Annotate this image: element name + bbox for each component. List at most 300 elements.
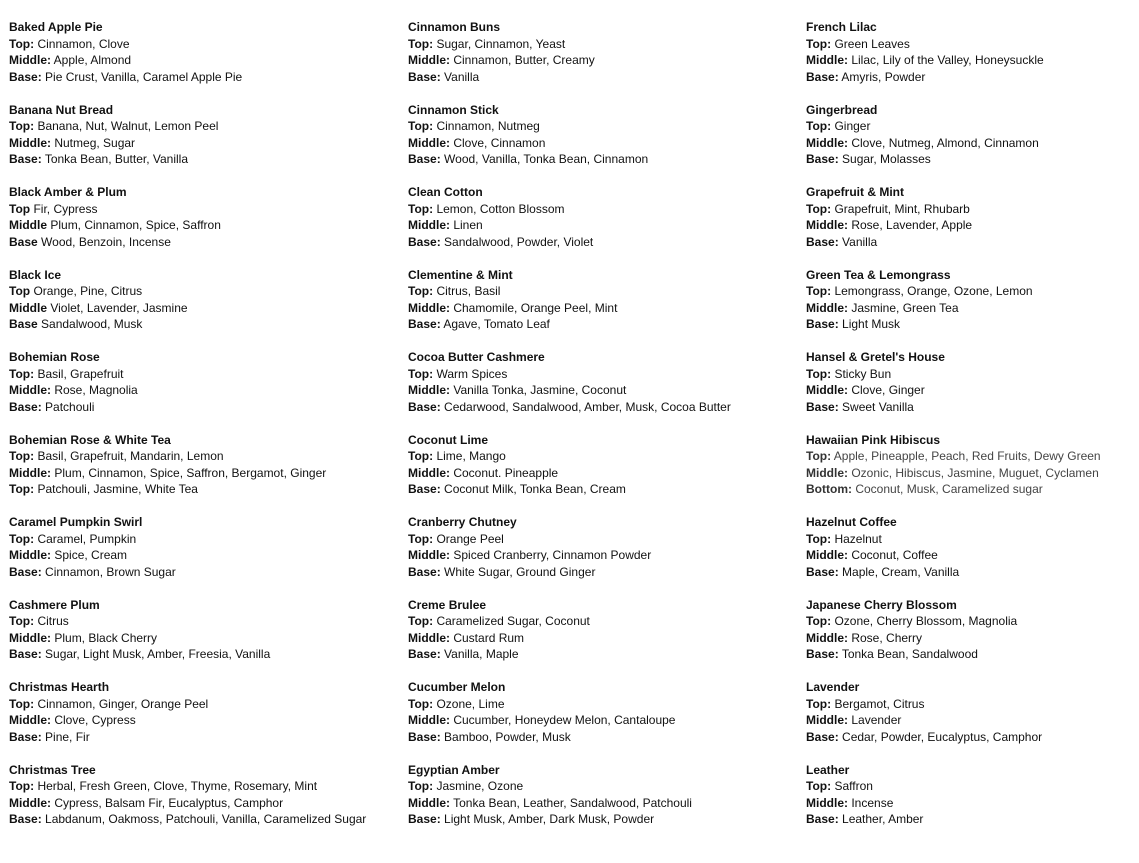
note-value: Bergamot, Citrus xyxy=(834,696,925,711)
note-value: Cedarwood, Sandalwood, Amber, Musk, Cocoa Butter xyxy=(444,399,731,414)
note-value: Rose, Magnolia xyxy=(54,383,138,397)
scent-entry xyxy=(9,679,369,745)
note-line xyxy=(806,778,1136,795)
scent-entry xyxy=(408,679,788,745)
scent-entry xyxy=(9,102,369,168)
note-line xyxy=(408,729,788,746)
scent-name: Cashmere Plum xyxy=(9,597,100,612)
note-value: Vanilla, Maple xyxy=(444,647,519,661)
note-line xyxy=(9,366,369,383)
note-line xyxy=(806,795,1136,812)
note-value: Pie Crust, Vanilla, Caramel Apple Pie xyxy=(45,69,243,84)
note-label: Middle: xyxy=(806,53,848,67)
note-value: Jasmine, Ozone xyxy=(436,779,524,793)
note-line xyxy=(408,69,788,86)
note-line xyxy=(408,613,788,630)
note-value: Ozone, Cherry Blossom, Magnolia xyxy=(834,614,1018,628)
note-label: Top: xyxy=(9,531,35,546)
note-value: Plum, Cinnamon, Spice, Saffron, Bergamot, Ginger xyxy=(54,465,327,480)
note-label: Base: xyxy=(806,564,839,579)
note-value: Sandalwood, Musk xyxy=(41,317,143,331)
note-value: Sweet Vanilla xyxy=(842,399,914,414)
note-value: Lemon, Cotton Blossom xyxy=(436,201,565,216)
scent-entry xyxy=(408,102,788,168)
note-line xyxy=(408,712,788,729)
note-label: Top: xyxy=(408,366,434,381)
note-value: Patchouli, Jasmine, White Tea xyxy=(37,482,198,496)
note-label: Base: xyxy=(408,482,441,496)
note-label: Middle: xyxy=(9,383,51,397)
note-value: Linen xyxy=(453,218,483,232)
note-label: Base: xyxy=(9,69,42,84)
note-label: Middle: xyxy=(806,383,848,397)
note-value: Maple, Cream, Vanilla xyxy=(842,564,960,579)
note-label: Middle: xyxy=(408,135,450,150)
note-line xyxy=(408,135,788,152)
note-label: Base xyxy=(9,234,38,249)
note-label: Middle: xyxy=(408,630,450,645)
note-label: Top: xyxy=(806,779,832,793)
note-line xyxy=(9,465,369,482)
note-line xyxy=(9,69,369,86)
note-value: Apple, Almond xyxy=(53,53,132,67)
note-line xyxy=(9,52,369,69)
note-label: Base: xyxy=(9,152,42,166)
note-label: Middle: xyxy=(806,300,848,315)
note-line xyxy=(806,52,1136,69)
note-value: Rose, Lavender, Apple xyxy=(851,218,973,232)
note-line xyxy=(9,234,369,251)
scent-entry xyxy=(806,19,1136,85)
note-label: Middle: xyxy=(806,713,848,727)
note-label: Base: xyxy=(408,647,441,661)
note-line xyxy=(9,151,369,168)
note-line xyxy=(408,547,788,564)
note-value: Vanilla xyxy=(444,69,480,84)
note-line xyxy=(9,613,369,630)
note-label: Top: xyxy=(806,449,832,463)
note-value: Leather, Amber xyxy=(842,812,924,826)
note-line xyxy=(806,646,1136,663)
scent-name: Black Amber & Plum xyxy=(9,185,127,199)
note-line xyxy=(9,382,369,399)
note-label: Top: xyxy=(806,201,832,216)
scent-name: Gingerbread xyxy=(806,102,878,117)
note-value: Coconut Milk, Tonka Bean, Cream xyxy=(444,482,626,496)
note-line xyxy=(408,448,788,465)
scent-entry xyxy=(408,514,788,580)
note-value: Clove, Cinnamon xyxy=(453,135,546,150)
note-label: Base: xyxy=(806,647,839,661)
scent-name: Egyptian Amber xyxy=(408,762,500,777)
note-line xyxy=(806,613,1136,630)
note-value: Banana, Nut, Walnut, Lemon Peel xyxy=(37,119,219,133)
note-value: Sugar, Molasses xyxy=(842,152,931,166)
scent-entry xyxy=(408,762,788,828)
note-line xyxy=(806,283,1136,300)
scent-entry xyxy=(408,432,788,498)
note-line xyxy=(9,300,369,317)
scent-entry xyxy=(806,597,1136,663)
note-label: Top: xyxy=(408,696,434,711)
note-label: Top: xyxy=(9,779,35,793)
note-line xyxy=(806,547,1136,564)
scent-entry xyxy=(9,597,369,663)
note-label: Middle: xyxy=(408,713,450,727)
note-line xyxy=(408,366,788,383)
note-label: Base: xyxy=(9,564,42,579)
scent-entry xyxy=(9,267,369,333)
scent-name: Bohemian Rose & White Tea xyxy=(9,432,171,447)
scent-name: Hansel & Gretel's House xyxy=(806,350,945,364)
note-line xyxy=(9,778,369,795)
note-value: Spice, Cream xyxy=(54,548,128,562)
scent-name: Hawaiian Pink Hibiscus xyxy=(806,432,941,447)
note-value: Violet, Lavender, Jasmine xyxy=(50,300,188,315)
note-line xyxy=(806,630,1136,647)
note-label: Top: xyxy=(9,366,35,381)
note-value: Sugar, Cinnamon, Yeast xyxy=(436,36,566,51)
note-label: Middle: xyxy=(408,218,450,232)
note-label: Base: xyxy=(408,564,441,579)
note-label: Middle xyxy=(9,218,47,232)
note-value: Coconut, Musk, Caramelized sugar xyxy=(855,482,1043,496)
scent-entry xyxy=(806,184,1136,250)
scent-name: Hazelnut Coffee xyxy=(806,515,897,529)
scent-name: Cinnamon Stick xyxy=(408,102,499,117)
note-value: Apple, Pineapple, Peach, Red Fruits, Dewy Green xyxy=(833,449,1101,463)
note-label: Top: xyxy=(408,449,434,463)
scent-name: Banana Nut Bread xyxy=(9,102,114,117)
note-line xyxy=(806,234,1136,251)
note-label: Bottom: xyxy=(806,482,852,496)
scent-entry xyxy=(408,184,788,250)
note-line xyxy=(408,283,788,300)
note-line xyxy=(408,564,788,581)
note-value: Citrus, Basil xyxy=(436,284,501,298)
note-value: Coconut. Pineapple xyxy=(453,465,559,480)
note-line xyxy=(806,217,1136,234)
note-line xyxy=(806,382,1136,399)
note-label: Middle: xyxy=(408,383,450,397)
scent-entry xyxy=(9,184,369,250)
scent-name: Cocoa Butter Cashmere xyxy=(408,350,545,364)
note-value: Orange, Pine, Citrus xyxy=(33,284,143,298)
scent-entry xyxy=(806,267,1136,333)
note-line xyxy=(9,646,369,663)
note-label: Top: xyxy=(9,482,35,496)
note-label: Top: xyxy=(408,531,434,546)
note-value: Rose, Cherry xyxy=(851,630,923,645)
note-line xyxy=(9,712,369,729)
note-line xyxy=(408,795,788,812)
note-value: Caramel, Pumpkin xyxy=(37,531,137,546)
note-line xyxy=(9,531,369,548)
scent-name: French Lilac xyxy=(806,20,877,34)
note-label: Middle: xyxy=(806,465,848,480)
note-value: Cypress, Balsam Fir, Eucalyptus, Camphor xyxy=(54,795,284,810)
note-label: Base: xyxy=(408,729,441,744)
note-line xyxy=(408,531,788,548)
scent-name: Christmas Tree xyxy=(9,762,96,777)
note-label: Middle: xyxy=(9,713,51,727)
note-label: Middle: xyxy=(408,548,450,562)
note-line xyxy=(408,118,788,135)
scent-name: Cranberry Chutney xyxy=(408,515,517,529)
note-line xyxy=(408,465,788,482)
note-value: Pine, Fir xyxy=(45,729,90,744)
note-label: Base: xyxy=(9,647,42,661)
scent-entry xyxy=(806,514,1136,580)
note-value: Jasmine, Green Tea xyxy=(851,300,959,315)
note-value: Ozone, Lime xyxy=(436,696,505,711)
note-value: Amyris, Powder xyxy=(841,69,926,84)
scent-entry xyxy=(9,514,369,580)
note-value: White Sugar, Ground Ginger xyxy=(444,564,596,579)
note-label: Top: xyxy=(9,696,35,711)
note-line xyxy=(408,630,788,647)
note-value: Incense xyxy=(851,795,894,810)
note-line xyxy=(806,135,1136,152)
scent-entry xyxy=(806,679,1136,745)
scent-name: Coconut Lime xyxy=(408,432,488,447)
note-label: Middle: xyxy=(9,465,51,480)
note-line xyxy=(9,399,369,416)
note-label: Top: xyxy=(9,614,35,628)
note-label: Base: xyxy=(9,812,42,826)
note-label: Top: xyxy=(806,36,832,51)
note-value: Cucumber, Honeydew Melon, Cantaloupe xyxy=(453,713,676,727)
note-label: Top: xyxy=(806,119,832,133)
note-label: Middle: xyxy=(408,465,450,480)
note-value: Citrus xyxy=(37,614,69,628)
note-label: Top: xyxy=(806,614,832,628)
note-label: Middle: xyxy=(9,630,51,645)
note-value: Bamboo, Powder, Musk xyxy=(444,729,571,744)
note-value: Clove, Cypress xyxy=(54,713,136,727)
note-line xyxy=(408,399,788,416)
note-label: Middle: xyxy=(9,53,51,67)
note-label: Middle: xyxy=(806,218,848,232)
note-value: Tonka Bean, Butter, Vanilla xyxy=(44,152,189,166)
note-line xyxy=(408,201,788,218)
note-line xyxy=(806,201,1136,218)
note-label: Base: xyxy=(9,399,42,414)
note-label: Base: xyxy=(806,234,839,249)
note-value: Wood, Benzoin, Incense xyxy=(41,234,171,249)
note-label: Base: xyxy=(806,317,839,331)
note-value: Caramelized Sugar, Coconut xyxy=(436,614,590,628)
note-line xyxy=(806,118,1136,135)
scent-entry xyxy=(9,19,369,85)
note-value: Lavender xyxy=(851,713,902,727)
note-value: Lemongrass, Orange, Ozone, Lemon xyxy=(834,284,1033,298)
scent-name: Leather xyxy=(806,762,850,777)
scent-entry xyxy=(806,349,1136,415)
note-line xyxy=(806,36,1136,53)
note-label: Top: xyxy=(408,284,434,298)
scent-column-1 xyxy=(9,19,369,844)
scent-name: Cinnamon Buns xyxy=(408,20,500,34)
note-label: Middle: xyxy=(806,548,848,562)
scent-name: Cucumber Melon xyxy=(408,680,506,694)
scent-entry xyxy=(408,349,788,415)
note-label: Top: xyxy=(408,614,434,628)
note-line xyxy=(408,151,788,168)
note-value: Vanilla xyxy=(842,234,878,249)
note-label: Top xyxy=(9,284,31,298)
note-label: Middle: xyxy=(408,300,450,315)
scent-entry xyxy=(806,102,1136,168)
note-line xyxy=(408,300,788,317)
note-label: Base: xyxy=(408,317,441,331)
scent-column-2 xyxy=(408,19,788,844)
scent-column-3 xyxy=(806,19,1136,844)
note-value: Basil, Grapefruit xyxy=(37,366,124,381)
note-value: Warm Spices xyxy=(436,366,508,381)
scent-entry xyxy=(806,432,1136,498)
note-line xyxy=(806,366,1136,383)
note-value: Orange Peel xyxy=(436,531,504,546)
note-line xyxy=(9,564,369,581)
note-value: Nutmeg, Sugar xyxy=(54,135,136,150)
note-label: Base: xyxy=(806,812,839,826)
note-value: Coconut, Coffee xyxy=(851,548,938,562)
note-line xyxy=(9,630,369,647)
note-value: Patchouli xyxy=(45,399,95,414)
scent-entry xyxy=(806,762,1136,828)
note-value: Clove, Ginger xyxy=(851,383,925,397)
note-value: Cinnamon, Nutmeg xyxy=(436,119,540,133)
note-value: Green Leaves xyxy=(834,36,910,51)
note-label: Middle: xyxy=(408,53,450,67)
note-value: Chamomile, Orange Peel, Mint xyxy=(453,300,618,315)
note-label: Top xyxy=(9,201,31,216)
note-line xyxy=(9,811,369,828)
note-line xyxy=(806,811,1136,828)
note-value: Cinnamon, Butter, Creamy xyxy=(453,53,595,67)
note-value: Herbal, Fresh Green, Clove, Thyme, Rosemary, Mint xyxy=(37,779,318,793)
note-label: Base: xyxy=(806,729,839,744)
scent-name: Black Ice xyxy=(9,267,62,282)
note-line xyxy=(9,795,369,812)
note-line xyxy=(408,36,788,53)
note-line xyxy=(408,696,788,713)
scent-entry xyxy=(408,267,788,333)
note-label: Base xyxy=(9,317,38,331)
scent-entry xyxy=(9,762,369,828)
note-line xyxy=(806,481,1136,498)
note-line xyxy=(408,316,788,333)
note-label: Middle: xyxy=(408,795,450,810)
note-value: Basil, Grapefruit, Mandarin, Lemon xyxy=(37,449,224,463)
note-line xyxy=(9,729,369,746)
scent-name: Bohemian Rose xyxy=(9,350,100,364)
note-label: Base: xyxy=(408,812,441,826)
note-line xyxy=(806,316,1136,333)
note-value: Cinnamon, Clove xyxy=(37,36,130,51)
note-label: Top: xyxy=(9,449,35,463)
scent-name: Lavender xyxy=(806,680,860,694)
note-value: Sticky Bun xyxy=(834,366,892,381)
note-value: Plum, Cinnamon, Spice, Saffron xyxy=(50,218,221,232)
note-label: Middle: xyxy=(806,795,848,810)
scent-name: Clean Cotton xyxy=(408,185,483,199)
note-line xyxy=(806,399,1136,416)
note-label: Base: xyxy=(9,729,42,744)
note-line xyxy=(9,135,369,152)
scent-name: Caramel Pumpkin Swirl xyxy=(9,515,143,529)
note-label: Top: xyxy=(806,696,832,711)
note-value: Hazelnut xyxy=(834,531,882,546)
note-line xyxy=(408,52,788,69)
note-value: Tonka Bean, Sandalwood xyxy=(841,647,978,661)
note-value: Cedar, Powder, Eucalyptus, Camphor xyxy=(842,729,1043,744)
note-line xyxy=(9,481,369,498)
note-line xyxy=(408,646,788,663)
note-label: Top: xyxy=(9,119,35,133)
note-label: Base: xyxy=(408,69,441,84)
note-line xyxy=(806,448,1136,465)
note-value: Fir, Cypress xyxy=(33,201,98,216)
scent-name: Baked Apple Pie xyxy=(9,20,103,34)
note-line xyxy=(806,531,1136,548)
note-label: Middle xyxy=(9,300,47,315)
note-label: Middle: xyxy=(806,135,848,150)
scent-name: Clementine & Mint xyxy=(408,267,513,282)
scent-name: Japanese Cherry Blossom xyxy=(806,597,957,612)
note-line xyxy=(806,465,1136,482)
note-label: Top: xyxy=(408,779,434,793)
scent-entry xyxy=(408,19,788,85)
note-label: Top: xyxy=(806,531,832,546)
note-label: Base: xyxy=(408,234,441,249)
note-value: Light Musk, Amber, Dark Musk, Powder xyxy=(444,812,655,826)
scent-name: Christmas Hearth xyxy=(9,680,110,694)
note-line xyxy=(9,201,369,218)
note-value: Agave, Tomato Leaf xyxy=(443,317,550,331)
note-line xyxy=(408,217,788,234)
note-label: Top: xyxy=(806,284,832,298)
note-line xyxy=(806,696,1136,713)
note-line xyxy=(408,481,788,498)
note-label: Top: xyxy=(408,36,434,51)
note-line xyxy=(806,729,1136,746)
note-line xyxy=(408,811,788,828)
scent-name: Creme Brulee xyxy=(408,597,487,612)
note-label: Base: xyxy=(806,69,839,84)
note-label: Base: xyxy=(806,152,839,166)
note-value: Tonka Bean, Leather, Sandalwood, Patchouli xyxy=(453,795,692,810)
note-value: Vanilla Tonka, Jasmine, Coconut xyxy=(453,383,627,397)
note-label: Base: xyxy=(408,152,441,166)
scent-entry xyxy=(9,432,369,498)
note-value: Saffron xyxy=(834,779,873,793)
note-label: Middle: xyxy=(9,548,51,562)
note-line xyxy=(408,382,788,399)
note-value: Spiced Cranberry, Cinnamon Powder xyxy=(453,548,652,562)
note-value: Light Musk xyxy=(842,317,901,331)
note-value: Clove, Nutmeg, Almond, Cinnamon xyxy=(851,135,1039,150)
note-value: Plum, Black Cherry xyxy=(54,630,158,645)
note-line xyxy=(9,547,369,564)
note-label: Top: xyxy=(806,366,832,381)
note-line xyxy=(408,778,788,795)
note-line xyxy=(9,36,369,53)
note-label: Top: xyxy=(9,36,35,51)
note-line xyxy=(9,283,369,300)
note-label: Base: xyxy=(408,399,441,414)
